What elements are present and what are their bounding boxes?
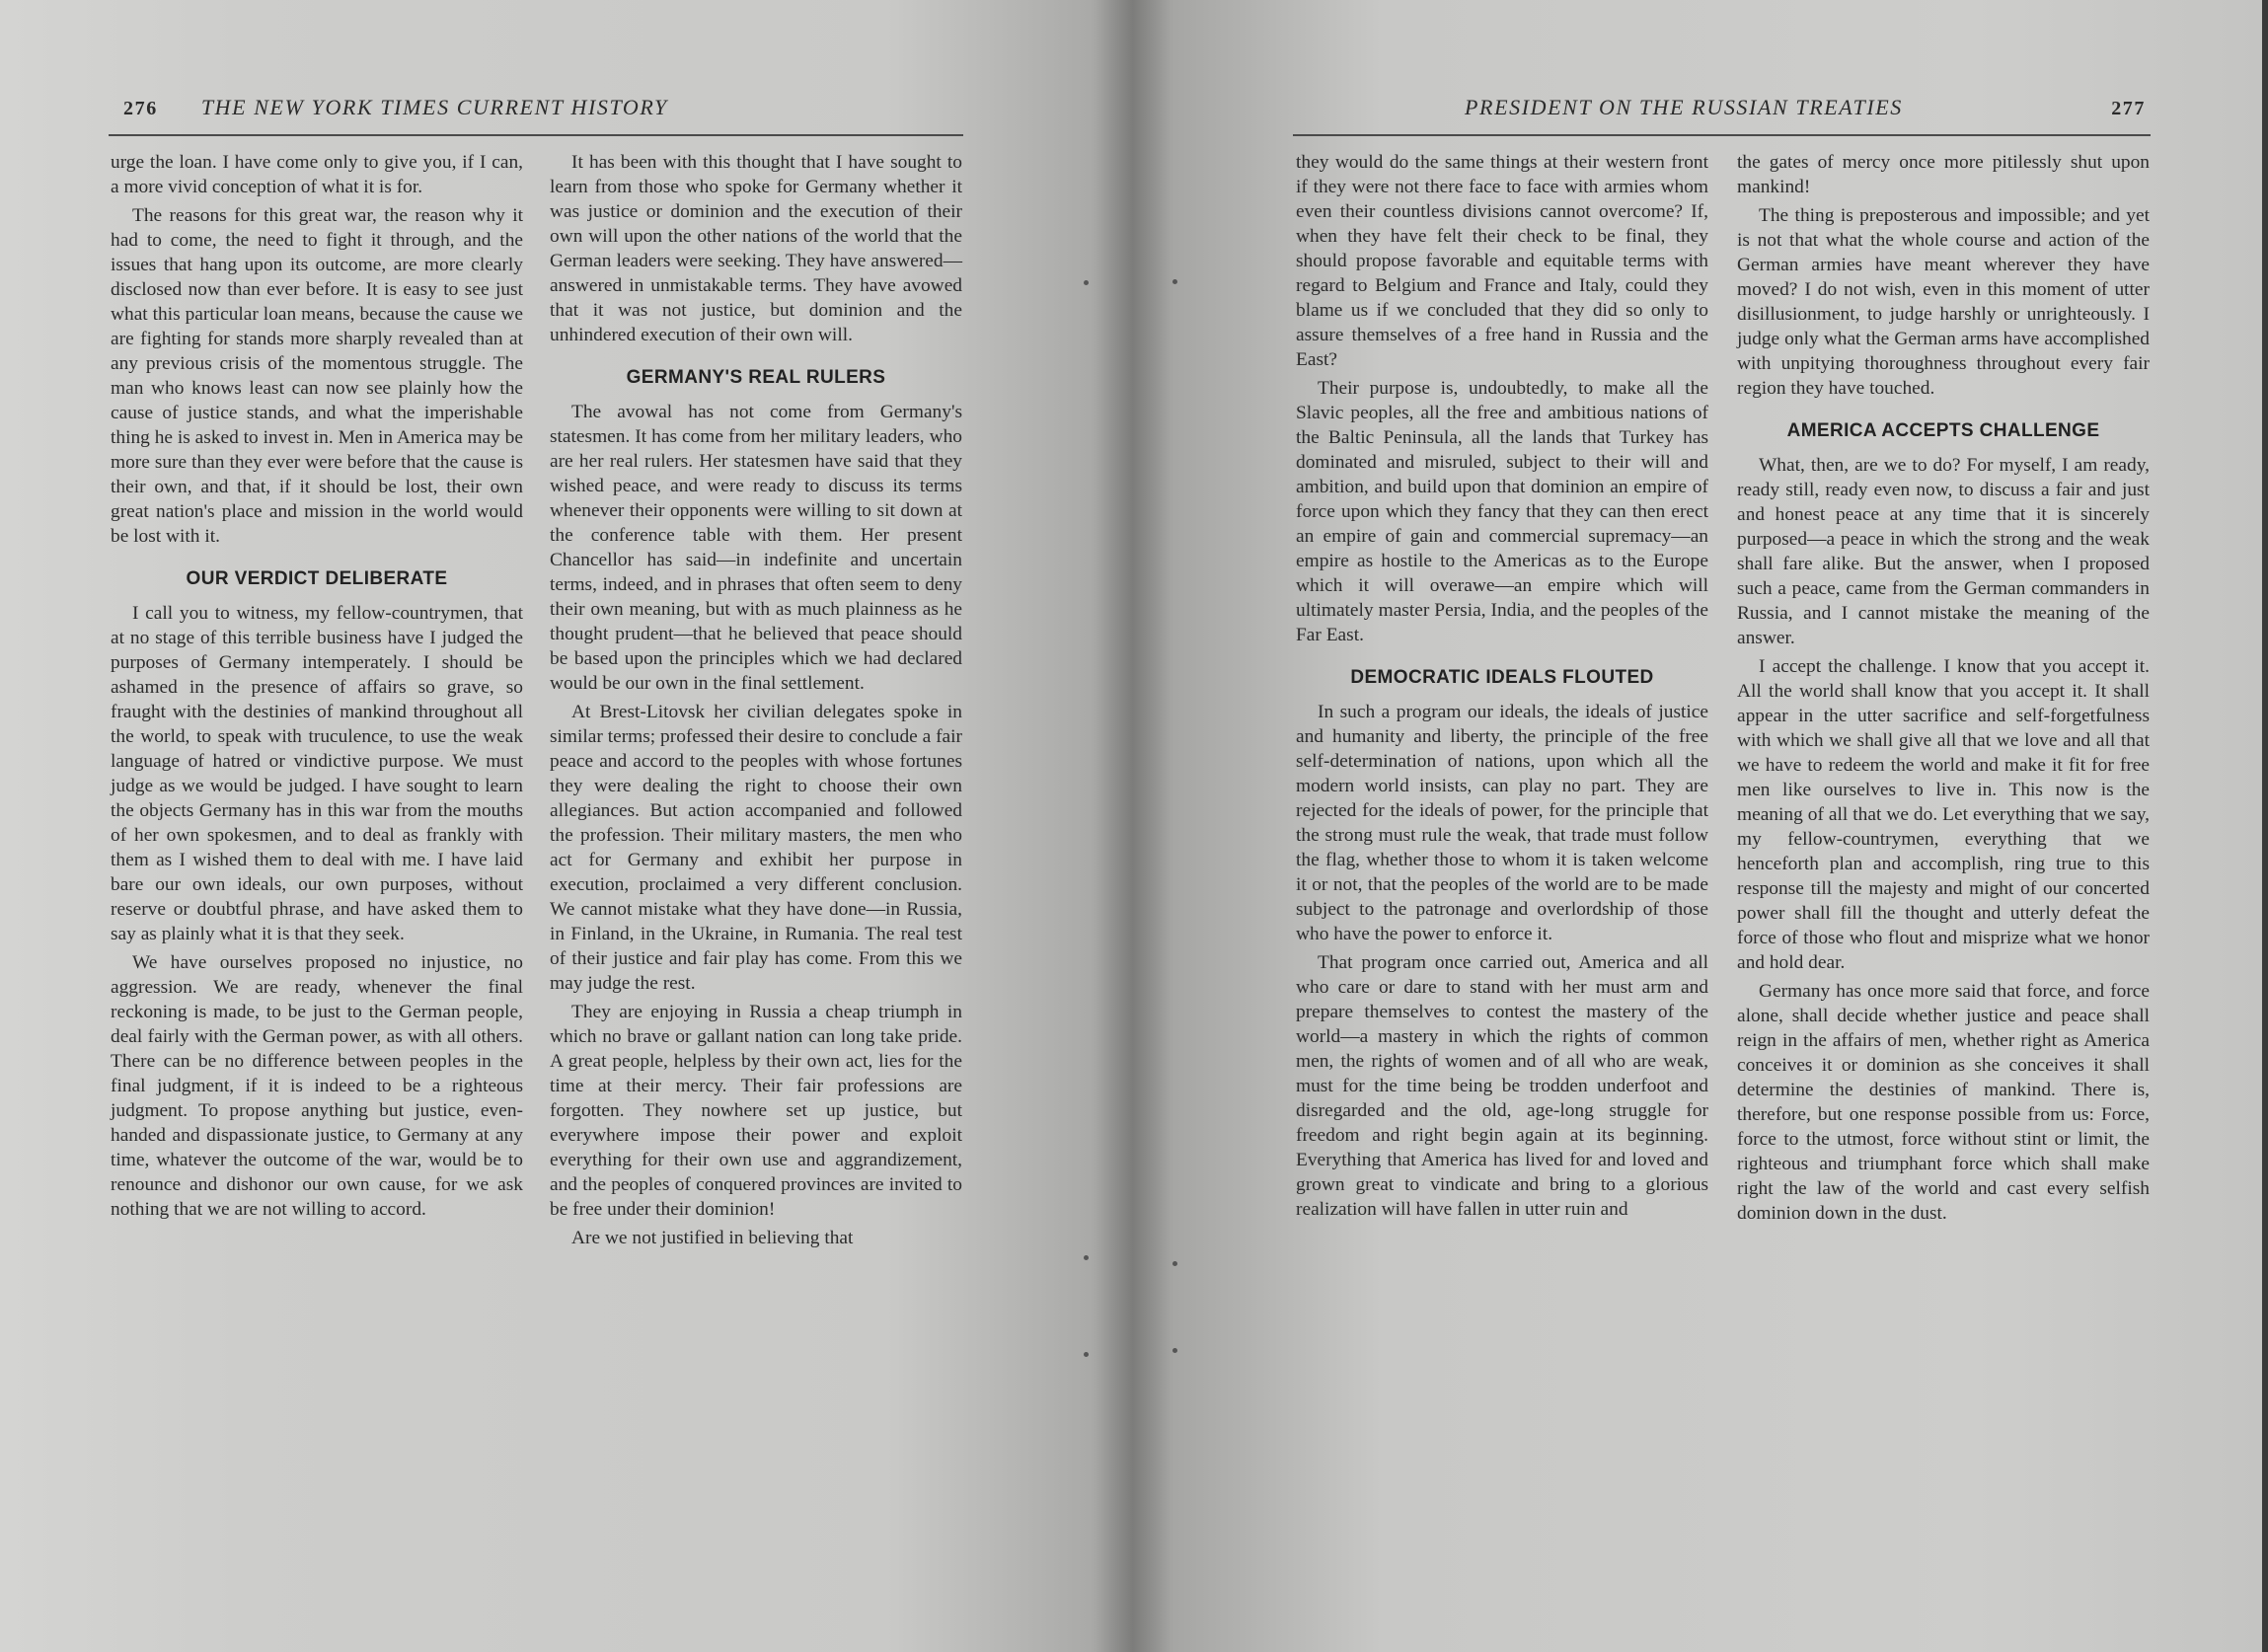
paragraph: That program once carried out, America and all who care or dare to stand with her must arm and prepare themselves to contest the mastery of the world—a mastery in which the rights of common men, the rights of women and of all who are weak, must for the time being be trodden underfoot and disregarded and the old, age-long struggle for freedom and right begin again at its beginning. Everything that America has lived for and loved and grown great to vindicate and bring to a glorious realization will have fallen in utter ruin and [1296, 952, 1708, 1220]
paragraph: Are we not justified in believing that [571, 1228, 854, 1248]
left-page-header [123, 95, 962, 134]
right-header-rule [1293, 134, 2151, 136]
paragraph: The thing is preposterous and impossible; and yet is not that what the whole course and action of the German armies have meant wherever they have moved? I do not wish, even in this moment of utter disillusionment, to judge harshly or unrighteously. I judge only what the German arms have accomplished with unpitying thoroughness throughout every fair region they have touched. [1737, 205, 2150, 399]
paragraph: It has been with this thought that I have sought to learn from those who spoke for Germany whether it was justice or dominion and the execution of their own will upon the other nations of the world that the German leaders were seeking. They have answered—answered in unmistakable terms. They have avowed that it was not justice, but dominion and the unhindered execution of their own will. [550, 152, 962, 345]
paragraph: The reasons for this great war, the reason why it had to come, the need to fight it through, and the issues that hang upon its outcome, are more clearly disclosed now than ever before. It is easy to see just what this particular loan means, because the cause we are fighting for stands more sharply revealed than at any previous crisis of the momentous struggle. The man who knows least can now see plainly how the cause of justice stands, and what the imperishable thing he is asked to invest in. Men in America may be more sure than they ever were before that the cause is their own, and that, if it should be lost, their own great nation's place and mission in the world would be lost with it. [111, 205, 523, 547]
section-heading: DEMOCRATIC IDEALS FLOUTED [1350, 667, 1654, 688]
book-spine-shadow [1091, 0, 1174, 1652]
left-page-column-1 [111, 150, 523, 1226]
print-speck [1084, 1352, 1089, 1357]
paragraph: In such a program our ideals, the ideals of justice and humanity and liberty, the principle of the free self-determination of nations, upon which all the modern world insists, can play no part. They are rejected for the ideals of power, for the principle that the strong must rule the weak, that trade must follow the flag, whether those to whom it is taken welcome it or not, that the peoples of the world are to be made subject to the patronage and overlordship of those who have the power to enforce it. [1296, 702, 1708, 944]
paragraph: Germany has once more said that force, and force alone, shall decide whether justice and peace shall reign in the affairs of men, whether right as America conceives it or dominion as she conceives it shall determine the destinies of mankind. There is, therefore, but one response possible from us: Force, force to the utmost, force without stint or limit, the righteous and triumphant force which shall make right the law of the world and cast every selfish dominion down in the dust. [1737, 981, 2150, 1224]
right-page-column-2 [1737, 150, 2150, 1230]
paragraph: The avowal has not come from Germany's statesmen. It has come from her military leaders, who are her real rulers. Her statesmen have said that they wished peace, and were ready to discuss its terms whenever their opponents were willing to sit down at the conference table with them. Her present Chancellor has said—in indefinite and uncertain terms, indeed, and in phrases that often seem to deny their own meaning, but with as much plainness as he thought prudent—that he believed that peace should be based upon the principles which we had declared would be our own in the final settlement. [550, 402, 962, 694]
print-speck [1172, 1261, 1177, 1266]
paragraph: At Brest-Litovsk her civilian delegates spoke in similar terms; professed their desire to conclude a fair peace and accord to the peoples with whose fortunes they were dealing the right to choose their own allegiances. But action accompanied and followed the profession. Their military masters, the men who act for Germany and exhibit her purpose in execution, proclaimed a very different conclusion. We cannot mistake what they have done—in Russia, in Finland, in the Ukraine, in Rumania. The real test of their justice and fair play has come. From this we may judge the rest. [550, 702, 962, 994]
print-speck [1084, 280, 1089, 285]
paragraph: they would do the same things at their western front if they were not there face to face with armies whom even their countless divisions cannot overcome? If, when they have felt their check to be final, they should propose favorable and equitable terms with regard to Belgium and France and Italy, could they blame us if we concluded that they did so only to assure themselves of a free hand in Russia and the East? [1296, 152, 1708, 370]
paragraph: They are enjoying in Russia a cheap triumph in which no brave or gallant nation can long take pride. A great people, helpless by their own act, lies for the time at their mercy. Their fair professions are forgotten. They nowhere set up justice, but everywhere impose their power and exploit everything for their own use and aggrandizement, and the peoples of conquered provinces are invited to be free under their dominion! [550, 1002, 962, 1220]
right-running-title: PRESIDENT ON THE RUSSIAN TREATIES [1465, 95, 1903, 119]
paragraph: I call you to witness, my fellow-countrymen, that at no stage of this terrible business have I judged the purposes of Germany intemperately. I should be ashamed in the presence of affairs so grave, so fraught with the destinies of mankind throughout all the world, to speak with truculence, to use the weak language of hatred or vindictive purpose. We must judge as we would be judged. I have sought to learn the objects Germany has in this war from the mouths of her own spokesmen, and to deal as frankly with them as I wished them to deal with me. I have laid bare our own ideals, our own purposes, without reserve or doubtful phrase, and have asked them to say as plainly what it is that they seek. [111, 603, 523, 944]
paragraph: What, then, are we to do? For myself, I am ready, ready still, ready even now, to discuss a fair and just and honest peace at any time that it is sincerely purposed—a peace in which the strong and the weak shall fare alike. But the answer, when I proposed such a peace, came from the German commanders in Russia, and I cannot mistake the meaning of the answer. [1737, 455, 2150, 648]
paragraph: Their purpose is, undoubtedly, to make all the Slavic peoples, all the free and ambitious nations of the Baltic Peninsula, all the lands that Turkey has dominated and misruled, subject to their will and ambition, and build upon that dominion an empire of force upon which they fancy that they can then erect an empire of gain and commercial supremacy—an empire as hostile to the Americas as to the Europe which it will overawe—an empire which will ultimately master Persia, India, and the peoples of the Far East. [1296, 378, 1708, 645]
left-page-column-2 [550, 150, 962, 1254]
right-page-column-1 [1296, 150, 1708, 1226]
right-page-header [1465, 95, 2146, 134]
section-heading: OUR VERDICT DELIBERATE [186, 568, 448, 589]
section-heading: AMERICA ACCEPTS CHALLENGE [1786, 420, 2100, 441]
section-heading: GERMANY'S REAL RULERS [626, 367, 886, 388]
page-edge [2262, 0, 2268, 1652]
paragraph: I accept the challenge. I know that you accept it. All the world shall know that you accept it. It shall appear in the utter sacrifice and self-forgetfulness with which we shall give all that we love and all that we have to redeem the world and make it fit for free men like ourselves to live in. This now is the meaning of all that we do. Let everything that we say, my fellow-countrymen, everything that we henceforth plan and accomplish, ring true to this response till the majesty and might of our concerted power shall fill the thought and utterly defeat the force of those who flout and misprize what we honor and hold dear. [1737, 656, 2150, 973]
left-running-title: THE NEW YORK TIMES CURRENT HISTORY [200, 95, 668, 119]
paragraph: We have ourselves proposed no injustice, no aggression. We are ready, whenever the final reckoning is made, to be just to the German people, deal fairly with the German power, as with all others. There can be no difference between peoples in the final judgment, if it is indeed to be a righteous judgment. To propose anything but justice, even-handed and dispassionate justice, to Germany at any time, whatever the outcome of the war, would be to renounce and dishonor our own cause, for we ask nothing that we are not willing to accord. [111, 952, 523, 1220]
left-header-rule [109, 134, 963, 136]
print-speck [1084, 1255, 1089, 1260]
left-page-number: 276 [123, 98, 158, 119]
right-page-number: 277 [2111, 98, 2146, 119]
paragraph: the gates of mercy once more pitilessly shut upon mankind! [1737, 152, 2150, 197]
print-speck [1172, 1348, 1177, 1353]
paragraph: urge the loan. I have come only to give you, if I can, a more vivid conception of what it is for. [111, 152, 523, 197]
print-speck [1172, 279, 1177, 284]
